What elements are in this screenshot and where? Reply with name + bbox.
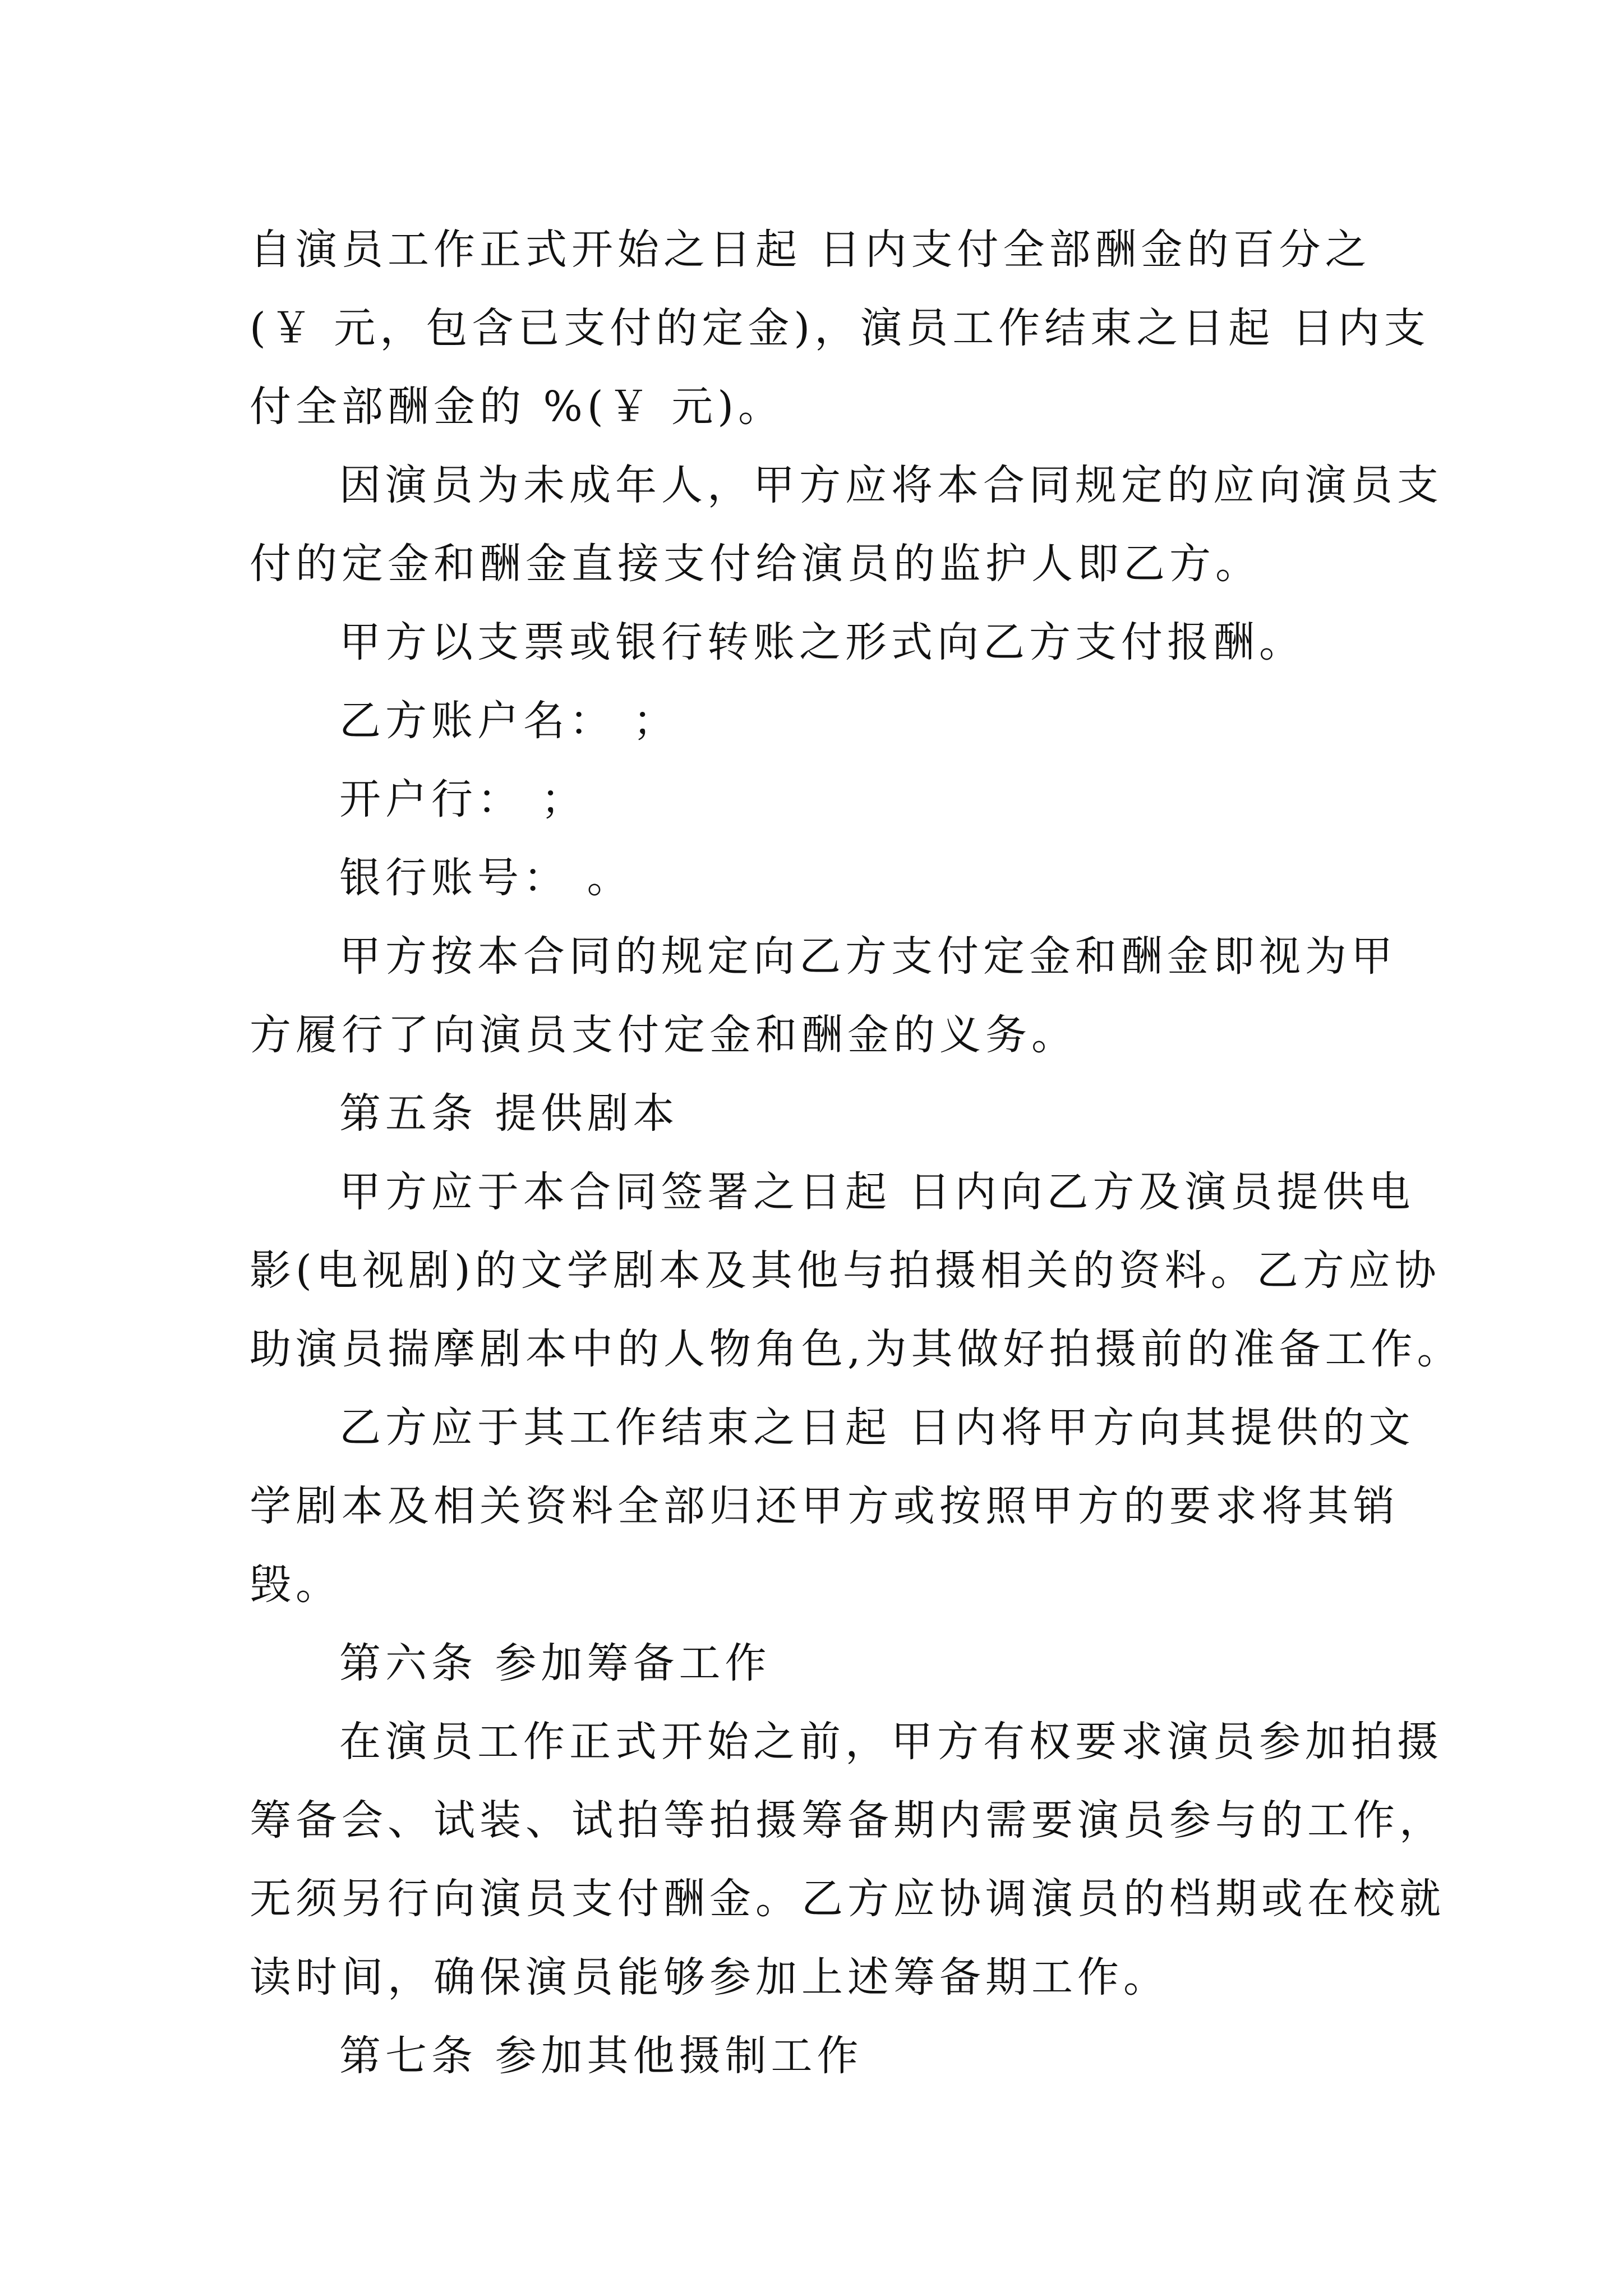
text-line: 付的定金和酬金直接支付给演员的监护人即乙方。 (250, 540, 1261, 588)
text-line: 筹备会、试装、试拍等拍摄筹备期内需要演员参与的工作， (250, 1796, 1445, 1844)
bank-branch-line: 开户行： ； (339, 775, 587, 823)
text-line: 乙方应于其工作结束之日起 日内将甲方向其提供的文 (339, 1404, 1415, 1452)
account-name-line: 乙方账户名： ； (339, 697, 679, 745)
text-line: 甲方按本合同的规定向乙方支付定金和酬金即视为甲 (339, 932, 1397, 981)
section-heading: 第六条 参加筹备工作 (339, 1639, 771, 1687)
document-body (250, 210, 1463, 2095)
section-heading: 第七条 参加其他摄制工作 (339, 2032, 863, 2080)
text-line: 毁。 (250, 1561, 342, 1609)
bank-account-line: 银行账号： 。 (339, 854, 633, 902)
text-line: 读时间，确保演员能够参加上述筹备期工作。 (250, 1953, 1169, 2001)
text-line: (￥ 元，包含已支付的定金)，演员工作结束之日起 日内支 (250, 304, 1430, 352)
text-line: 助演员揣摩剧本中的人物角色,为其做好拍摄前的准备工作。 (250, 1325, 1463, 1373)
text-line: 因演员为未成年人，甲方应将本合同规定的应向演员支 (339, 461, 1443, 509)
text-line: 甲方应于本合同签署之日起 日内向乙方及演员提供电 (339, 1168, 1415, 1216)
text-line: 付全部酬金的 %(￥ 元)。 (250, 383, 785, 431)
text-line: 无须另行向演员支付酬金。乙方应协调演员的档期或在校就 (250, 1875, 1445, 1923)
text-line: 影(电视剧)的文学剧本及其他与拍摄相关的资料。乙方应协 (250, 1246, 1441, 1295)
section-heading: 第五条 提供剧本 (339, 1089, 679, 1138)
text-line: 自演员工作正式开始之日起 日内支付全部酬金的百分之 (250, 226, 1371, 274)
text-line: 在演员工作正式开始之前，甲方有权要求演员参加拍摄 (339, 1718, 1443, 1766)
text-line: 方履行了向演员支付定金和酬金的义务。 (250, 1011, 1077, 1059)
text-line: 学剧本及相关资料全部归还甲方或按照甲方的要求将其销 (250, 1482, 1399, 1530)
text-line: 甲方以支票或银行转账之形式向乙方支付报酬。 (339, 618, 1305, 666)
